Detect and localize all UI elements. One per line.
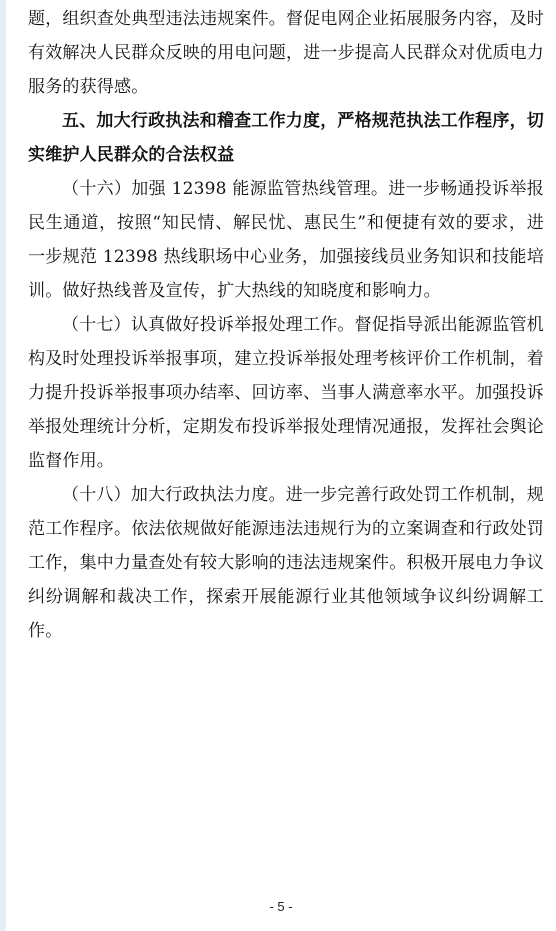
page-number: - 5 - <box>269 899 293 914</box>
document-body <box>28 2 544 648</box>
paragraph-item-18: （十八）加大行政执法力度。进一步完善行政处罚工作机制，规范工作程序。依法依规做好能源违法违规行为的立案调查和行政处罚工作，集中力量查处有较大影响的违法违规案件。积极开展电力争议纠纷调解和裁决工作，探索开展能源行业其他领域争议纠纷调解工作。 <box>28 485 544 641</box>
paragraph-item-17: （十七）认真做好投诉举报处理工作。督促指导派出能源监管机构及时处理投诉举报事项，建立投诉举报处理考核评价工作机制，着力提升投诉举报事项办结率、回访率、当事人满意率水平。加强投诉举报处理统计分析，定期发布投诉举报处理情况通报，发挥社会舆论监督作用。 <box>28 315 544 471</box>
document-page <box>6 0 556 931</box>
paragraph-item-16: （十六）加强 12398 能源监管热线管理。进一步畅通投诉举报民生通道，按照“知民情、解民忧、惠民生”和便捷有效的要求，进一步规范 12398 热线职场中心业务，加强接线员业务知识和技能培训。做好热线普及宣传，扩大热线的知晓度和影响力。 <box>28 179 544 301</box>
section-heading: 五、加大行政执法和稽查工作力度，严格规范执法工作程序，切实维护人民群众的合法权益 <box>28 111 544 165</box>
paragraph-continuation: 题，组织查处典型违法违规案件。督促电网企业拓展服务内容，及时有效解决人民群众反映的用电问题，进一步提高人民群众对优质电力服务的获得感。 <box>28 9 544 97</box>
